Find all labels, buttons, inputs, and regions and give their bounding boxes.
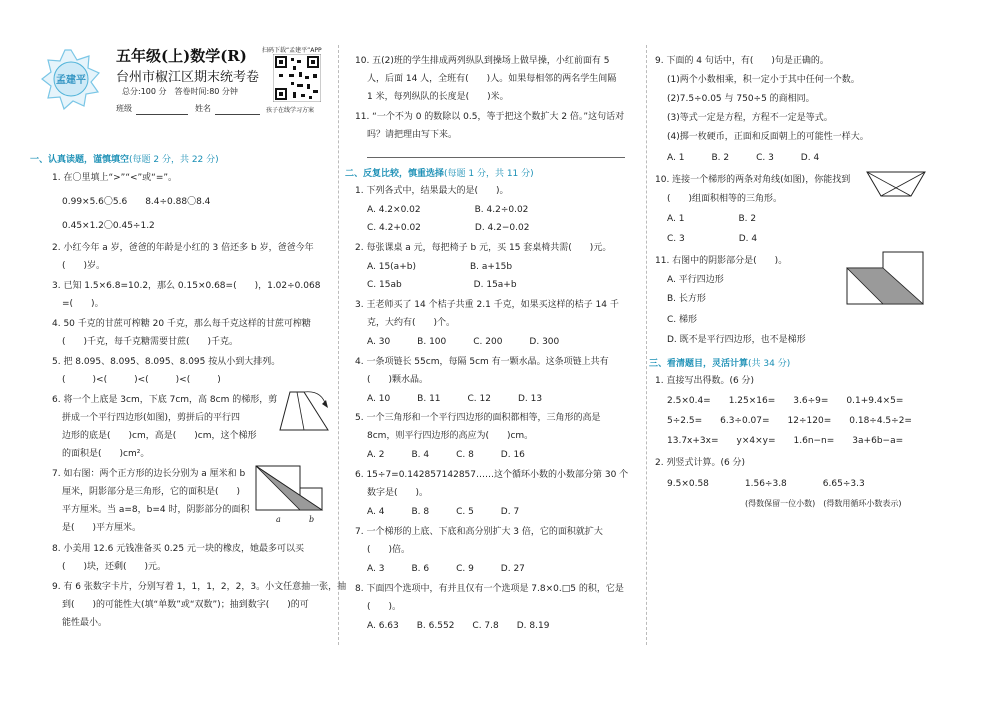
q1-7-line2: 厘米，阴影部分是三角形，它的面积是( ): [62, 487, 241, 497]
q2-7-opts: A. 3 B. 6 C. 9 D. 27: [367, 564, 525, 574]
logo-text: 孟建平: [56, 75, 86, 86]
q2-5-opts: A. 2 B. 4 C. 8 D. 16: [367, 450, 525, 460]
q2-11-opt-d: D. 既不是平行四边形，也不是梯形: [667, 335, 806, 345]
q2-4-line1: 4. 一条项链长 55cm，每隔 5cm 有一颗水晶。这条项链上共有: [355, 357, 609, 367]
q2-11-stem: 11. 右图中的阴影部分是( )。: [655, 256, 788, 266]
q3-2-problems: 9.5×0.58 1.56÷3.8 6.65÷3.3: [667, 479, 865, 489]
q1-1-stem: 1. 在〇里填上“>”“<”或“=”。: [52, 173, 178, 183]
section2-heading-text: 二、反复比较，慎重选择: [345, 169, 445, 179]
q1-11-answer-line: [367, 157, 625, 158]
class-label: 班级: [116, 104, 132, 113]
q1-3-stem: 3. 已知 1.5×6.8=10.2，那么 0.15×0.68=( )，1.02÷0.068: [52, 281, 321, 291]
q2-1-opts-ab: A. 4.2×0.02 B. 4.2÷0.02: [367, 205, 529, 215]
q2-10-opts-ab: A. 1 B. 2: [667, 214, 757, 224]
q1-9-line1: 9. 有 6 张数字卡片，分别写着 1，1，1，2，2，3。小文任意抽一张，抽: [52, 582, 347, 592]
q2-5-line2: 8cm，则平行四边形的高应为( )cm。: [367, 431, 534, 441]
q3-2-stem: 2. 列竖式计算。(6 分): [655, 458, 746, 468]
q2-5-line1: 5. 一个三角形和一个平行四边形的面积都相等，三角形的高是: [355, 413, 601, 423]
q2-4-line2: ( )颗水晶。: [367, 375, 429, 385]
q2-1-stem: 1. 下列各式中，结果最大的是( )。: [355, 186, 509, 196]
q3-1-row1: 2.5×0.4= 1.25×16= 3.6÷9= 0.1+9.4×5=: [667, 396, 904, 406]
q1-6-line2: 拼成一个平行四边形(如图)，剪拼后的平行四: [62, 413, 241, 423]
qr-code-icon: [273, 54, 321, 102]
score-time-info: 总分:100 分 答卷时间:80 分钟: [122, 87, 238, 96]
column-divider-1: [338, 45, 339, 645]
trapezoid-cut-figure: [276, 388, 334, 438]
q1-4-blank: ( )千克，每千克糖需要甘蔗( )千克。: [62, 337, 239, 347]
q2-9-stem: 9. 下面的 4 句话中，有( )句是正确的。: [655, 56, 829, 66]
q2-2-stem: 2. 每张课桌 a 元，每把椅子 b 元，买 15 套桌椅共需( )元。: [355, 243, 612, 253]
q1-10-line3: 1 米，每列纵队的长度是( )米。: [367, 92, 509, 102]
q1-7-line4: 是( )平方厘米。: [62, 523, 142, 533]
q2-9-statement1: (1)两个小数相乘，积一定小于其中任何一个数。: [667, 75, 860, 85]
section3-points: (共 34 分): [748, 359, 791, 369]
q2-9-statement4: (4)掷一枚硬币，正面和反面朝上的可能性一样大。: [667, 132, 869, 142]
column-divider-2: [646, 45, 647, 645]
q2-3-line1: 3. 王老师买了 14 个桔子共重 2.1 千克，如果买这样的桔子 14 千: [355, 300, 619, 310]
section1-heading: [30, 152, 219, 165]
q1-4-stem: 4. 50 千克的甘蔗可榨糖 20 千克，那么每千克这样的甘蔗可榨糖: [52, 319, 311, 329]
q1-11-line2: 吗？请把理由写下来。: [367, 130, 458, 140]
q2-4-opts: A. 10 B. 11 C. 12 D. 13: [367, 394, 543, 404]
q2-10-line2: ( )组面积相等的三角形。: [667, 194, 783, 204]
q1-10-line1: 10. 五(2)班的学生排成两列纵队到操场上做早操，小红前面有 5: [355, 56, 610, 66]
q2-11-opt-c: C. 梯形: [667, 315, 698, 325]
q2-7-line1: 7. 一个梯形的上底、下底和高分别扩大 3 倍，它的面积就扩大: [355, 527, 603, 537]
q2-6-line1: 6. 15÷7=0.142857142857……这个循环小数的小数部分第 30 个: [355, 470, 629, 480]
q2-1-opts-cd: C. 4.2+0.02 D. 4.2−0.02: [367, 223, 530, 233]
section1-heading-text: 一、认真读题，谨慎填空: [30, 155, 130, 165]
q1-8-line2: ( )块，还剩( )元。: [62, 562, 167, 572]
q2-2-opts-ab: A. 15(a+b) B. a+15b: [367, 262, 513, 272]
q2-10-line1: 10. 连接一个梯形的两条对角线(如图)，你能找到: [655, 175, 851, 185]
q2-8-opts: A. 6.63 B. 6.552 C. 7.8 D. 8.19: [367, 621, 550, 631]
q1-2-stem: 2. 小红今年 a 岁，爸爸的年龄是小红的 3 倍还多 b 岁，爸爸今年: [52, 243, 314, 253]
q2-3-line2: 克，大约有( )个。: [367, 318, 456, 328]
q1-8-line1: 8. 小美用 12.6 元钱准备买 0.25 元一块的橡皮，她最多可以买: [52, 544, 304, 554]
q1-9-line2: 到( )的可能性大(填“单数”或“双数”)；抽到数字( )的可: [62, 600, 309, 610]
q1-1-row2: 0.45×1.2〇0.45÷1.2: [62, 221, 155, 231]
q1-5-stem: 5. 把 8.095、8.095̇、8.09̇5̇、8.0̇95̇ 按从小到大排列。: [52, 357, 281, 367]
shaded-region-figure: [845, 250, 925, 306]
q2-7-line2: ( )倍。: [367, 545, 411, 555]
name-label: 姓名: [195, 104, 211, 113]
name-blank-line: [215, 114, 260, 115]
q1-6-line1: 6. 将一个上底是 3cm，下底 7cm，高 8cm 的梯形，剪: [52, 395, 278, 405]
q1-7-line1: 7. 如右图：两个正方形的边长分别为 a 厘米和 b: [52, 469, 246, 479]
q1-6-line3: 边形的底是( )cm，高是( )cm，这个梯形: [62, 431, 257, 441]
q2-8-line1: 8. 下面四个选项中，有并且仅有一个选项是 7.8×0.□5 的积，它是: [355, 584, 624, 594]
section2-heading: [345, 166, 534, 179]
q2-9-statement2: (2)7.5÷0.05 与 750÷5 的商相同。: [667, 94, 815, 104]
q2-10-opts-cd: C. 3 D. 4: [667, 234, 758, 244]
section1-points: (每题 2 分，共 22 分): [129, 155, 219, 165]
q3-1-stem: 1. 直接写出得数。(6 分): [655, 376, 755, 386]
q1-6-line4: 的面积是( )cm²。: [62, 449, 150, 459]
exam-subtitle: 台州市椒江区期末统考卷: [116, 70, 260, 85]
logo-badge-icon: [40, 48, 102, 110]
q2-6-line2: 数字是( )。: [367, 488, 429, 498]
trapezoid-diagonals-figure: [865, 170, 927, 198]
q2-2-opts-cd: C. 15ab D. 15a+b: [367, 280, 517, 290]
two-squares-figure: [254, 464, 324, 526]
q1-10-line2: 人，后面 14 人，全班有( )人。如果每相邻的两名学生间隔: [367, 74, 617, 84]
q1-2-blank: ( )岁。: [62, 261, 106, 271]
q2-8-line2: ( )。: [367, 602, 402, 612]
q1-9-line3: 能性最小。: [62, 618, 108, 628]
q3-2-notes: (得数保留一位小数) (得数用循环小数表示): [745, 499, 902, 508]
q1-3-blank: =( )。: [62, 299, 104, 309]
q1-1-row1: 0.99×5.6〇5.6 8.4÷0.88〇8.4: [62, 197, 211, 207]
section3-heading: [649, 356, 790, 369]
fig7-label-a: a: [276, 515, 281, 524]
q3-1-row2: 5÷2.5= 6.3÷0.07= 12÷120= 0.18÷4.5÷2=: [667, 416, 912, 426]
q2-9-opts: A. 1 B. 2 C. 3 D. 4: [667, 153, 820, 163]
q2-9-statement3: (3)等式一定是方程，方程不一定是等式。: [667, 113, 833, 123]
q1-11-line1: 11. “一个不为 0 的数除以 0.5，等于把这个数扩大 2 倍。”这句话对: [355, 112, 625, 122]
q3-1-row3: 13.7x+3x= y×4×y= 1.6n−n= 3a+6b−a=: [667, 436, 904, 446]
q2-11-opt-b: B. 长方形: [667, 294, 706, 304]
q2-11-opt-a: A. 平行四边形: [667, 275, 724, 285]
qr-caption-bottom: 孩子在线学习方案: [266, 107, 315, 114]
q2-6-opts: A. 4 B. 8 C. 5 D. 7: [367, 507, 520, 517]
q1-5-order: ( )<( )<( )<( ): [62, 375, 221, 385]
qr-caption-top: 扫码下载“孟建平”APP: [262, 47, 322, 54]
class-blank-line: [136, 114, 188, 115]
exam-title: 五年级(上)数学(R): [116, 47, 247, 65]
q1-7-line3: 平方厘米。当 a=8，b=4 时，阴影部分的面积: [62, 505, 250, 515]
section2-points: (每题 1 分，共 11 分): [444, 169, 534, 179]
q2-3-opts: A. 30 B. 100 C. 200 D. 300: [367, 337, 560, 347]
section3-heading-text: 三、看清题目，灵活计算: [649, 359, 749, 369]
fig7-label-b: b: [309, 515, 315, 524]
